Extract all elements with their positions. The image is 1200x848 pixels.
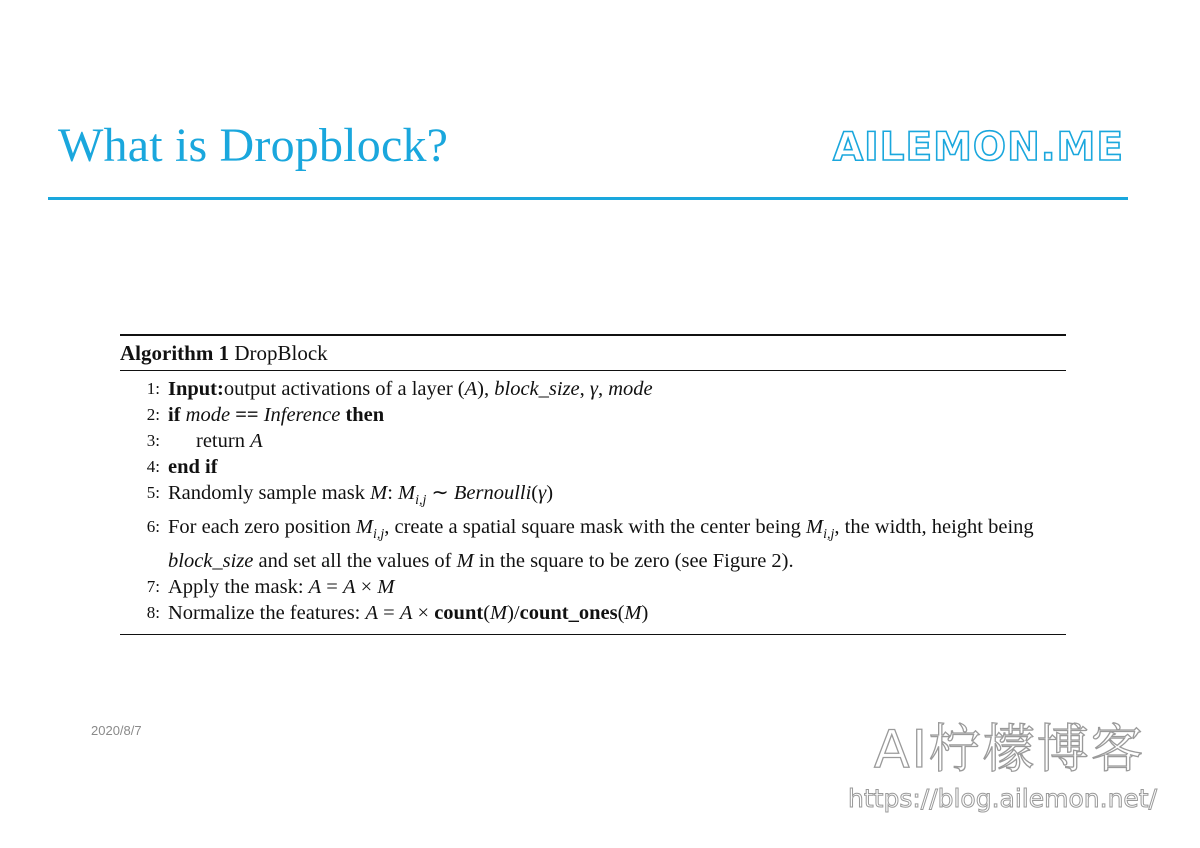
slide-title: What is Dropblock? <box>58 119 449 172</box>
line-text-part: mode <box>185 404 231 427</box>
line-number: 6: <box>146 517 160 537</box>
line-text-part: A <box>342 576 356 599</box>
algorithm-box <box>120 334 1066 635</box>
algorithm-line <box>120 428 1066 454</box>
line-text-part: = <box>321 576 343 599</box>
line-text-part: )/ <box>507 602 520 625</box>
algorithm-line <box>120 574 1066 600</box>
line-text-part: i,j <box>823 527 835 543</box>
algorithm-line <box>120 376 1066 402</box>
line-text-part: and set all the values of <box>253 550 457 573</box>
line-text-part: M <box>370 482 388 505</box>
line-number: 4: <box>146 457 160 477</box>
line-text-part: i,j <box>415 493 427 509</box>
line-content <box>160 454 1066 480</box>
line-text-part: A <box>464 378 478 401</box>
line-text-part: M <box>456 550 474 573</box>
line-text-part: in the square to be zero (see Figure 2). <box>473 550 794 573</box>
algorithm-line <box>120 514 1066 574</box>
line-text-part: M <box>398 482 416 505</box>
line-number: 1: <box>146 379 160 399</box>
algorithm-steps <box>120 371 1066 634</box>
line-text-part: M <box>355 516 373 539</box>
line-text-part: , <box>579 378 590 401</box>
watermark-url: https://blog.ailemon.net/ <box>848 784 1158 813</box>
title-divider <box>48 197 1128 200</box>
line-text-part: ( <box>617 602 625 625</box>
line-content <box>160 428 1066 454</box>
line-text-part: ∼ <box>426 482 454 505</box>
line-text-part: Inference <box>263 404 341 427</box>
line-text-part: M <box>624 602 642 625</box>
line-text-part: output activations of a layer ( <box>223 378 465 401</box>
line-text-part: mode <box>608 378 653 401</box>
brand-logo: AILEMON.ME <box>832 125 1124 170</box>
line-number: 5: <box>146 483 160 503</box>
line-text-part: A <box>250 430 263 453</box>
line-number: 8: <box>146 603 160 623</box>
line-text-part: For each zero position <box>168 516 356 539</box>
line-text-part: × <box>355 576 378 599</box>
line-text-part: ), <box>477 378 495 401</box>
line-text-part: end if <box>168 456 218 479</box>
line-text-part: = <box>378 602 400 625</box>
line-text-part: A <box>365 602 379 625</box>
line-text-part: then <box>340 404 385 427</box>
algorithm-line <box>120 600 1066 626</box>
line-text-part: Randomly sample mask <box>168 482 371 505</box>
line-text-part: γ <box>589 378 598 401</box>
algorithm-bottom-rule <box>120 634 1066 635</box>
line-text-part: return <box>196 430 251 453</box>
line-text-part: block_size <box>168 550 254 573</box>
line-content <box>160 480 1066 514</box>
algorithm-name: DropBlock <box>234 341 328 365</box>
algorithm-line <box>120 480 1066 514</box>
line-text-part: Bernoulli <box>453 482 532 505</box>
algorithm-line <box>120 402 1066 428</box>
line-text-part: Input: <box>168 378 224 401</box>
line-text-part: , the width, height being <box>834 516 1034 539</box>
watermark-text: AI柠檬博客 <box>874 720 1145 780</box>
line-text-part: if <box>168 404 186 427</box>
algorithm-line <box>120 454 1066 480</box>
line-text-part: ( <box>531 482 539 505</box>
line-text-part: , create a spatial square mask with the center being <box>384 516 807 539</box>
line-text-part: ) <box>546 482 554 505</box>
line-content <box>160 600 1066 626</box>
line-content <box>160 514 1066 574</box>
line-text-part: × <box>412 602 435 625</box>
line-text-part: ) <box>641 602 649 625</box>
line-text-part: i,j <box>372 527 385 543</box>
line-text-part: == <box>230 404 264 427</box>
line-text-part: M <box>490 602 508 625</box>
algorithm-header <box>120 336 1066 370</box>
line-text-part: M <box>806 516 824 539</box>
line-text-part: ( <box>483 602 491 625</box>
line-number: 3: <box>146 431 160 451</box>
line-text-part: block_size <box>494 378 580 401</box>
slide-date: 2020/8/7 <box>91 723 142 738</box>
line-text-part: A <box>399 602 413 625</box>
line-number: 2: <box>146 405 160 425</box>
line-text-part: Normalize the features: <box>168 602 366 625</box>
line-text-part: count <box>434 602 484 625</box>
line-text-part: γ <box>538 482 547 505</box>
line-text-part: Apply the mask: <box>168 576 309 599</box>
line-text-part: : <box>387 482 399 505</box>
line-text-part: , <box>597 378 609 401</box>
line-text-part: M <box>377 576 395 599</box>
line-text-part: A <box>308 576 322 599</box>
line-number: 7: <box>146 577 160 597</box>
line-content <box>160 574 1066 600</box>
line-content <box>160 402 1066 428</box>
line-text-part: count_ones <box>519 602 618 625</box>
algorithm-label: Algorithm 1 <box>120 341 230 365</box>
line-content <box>160 376 1066 402</box>
